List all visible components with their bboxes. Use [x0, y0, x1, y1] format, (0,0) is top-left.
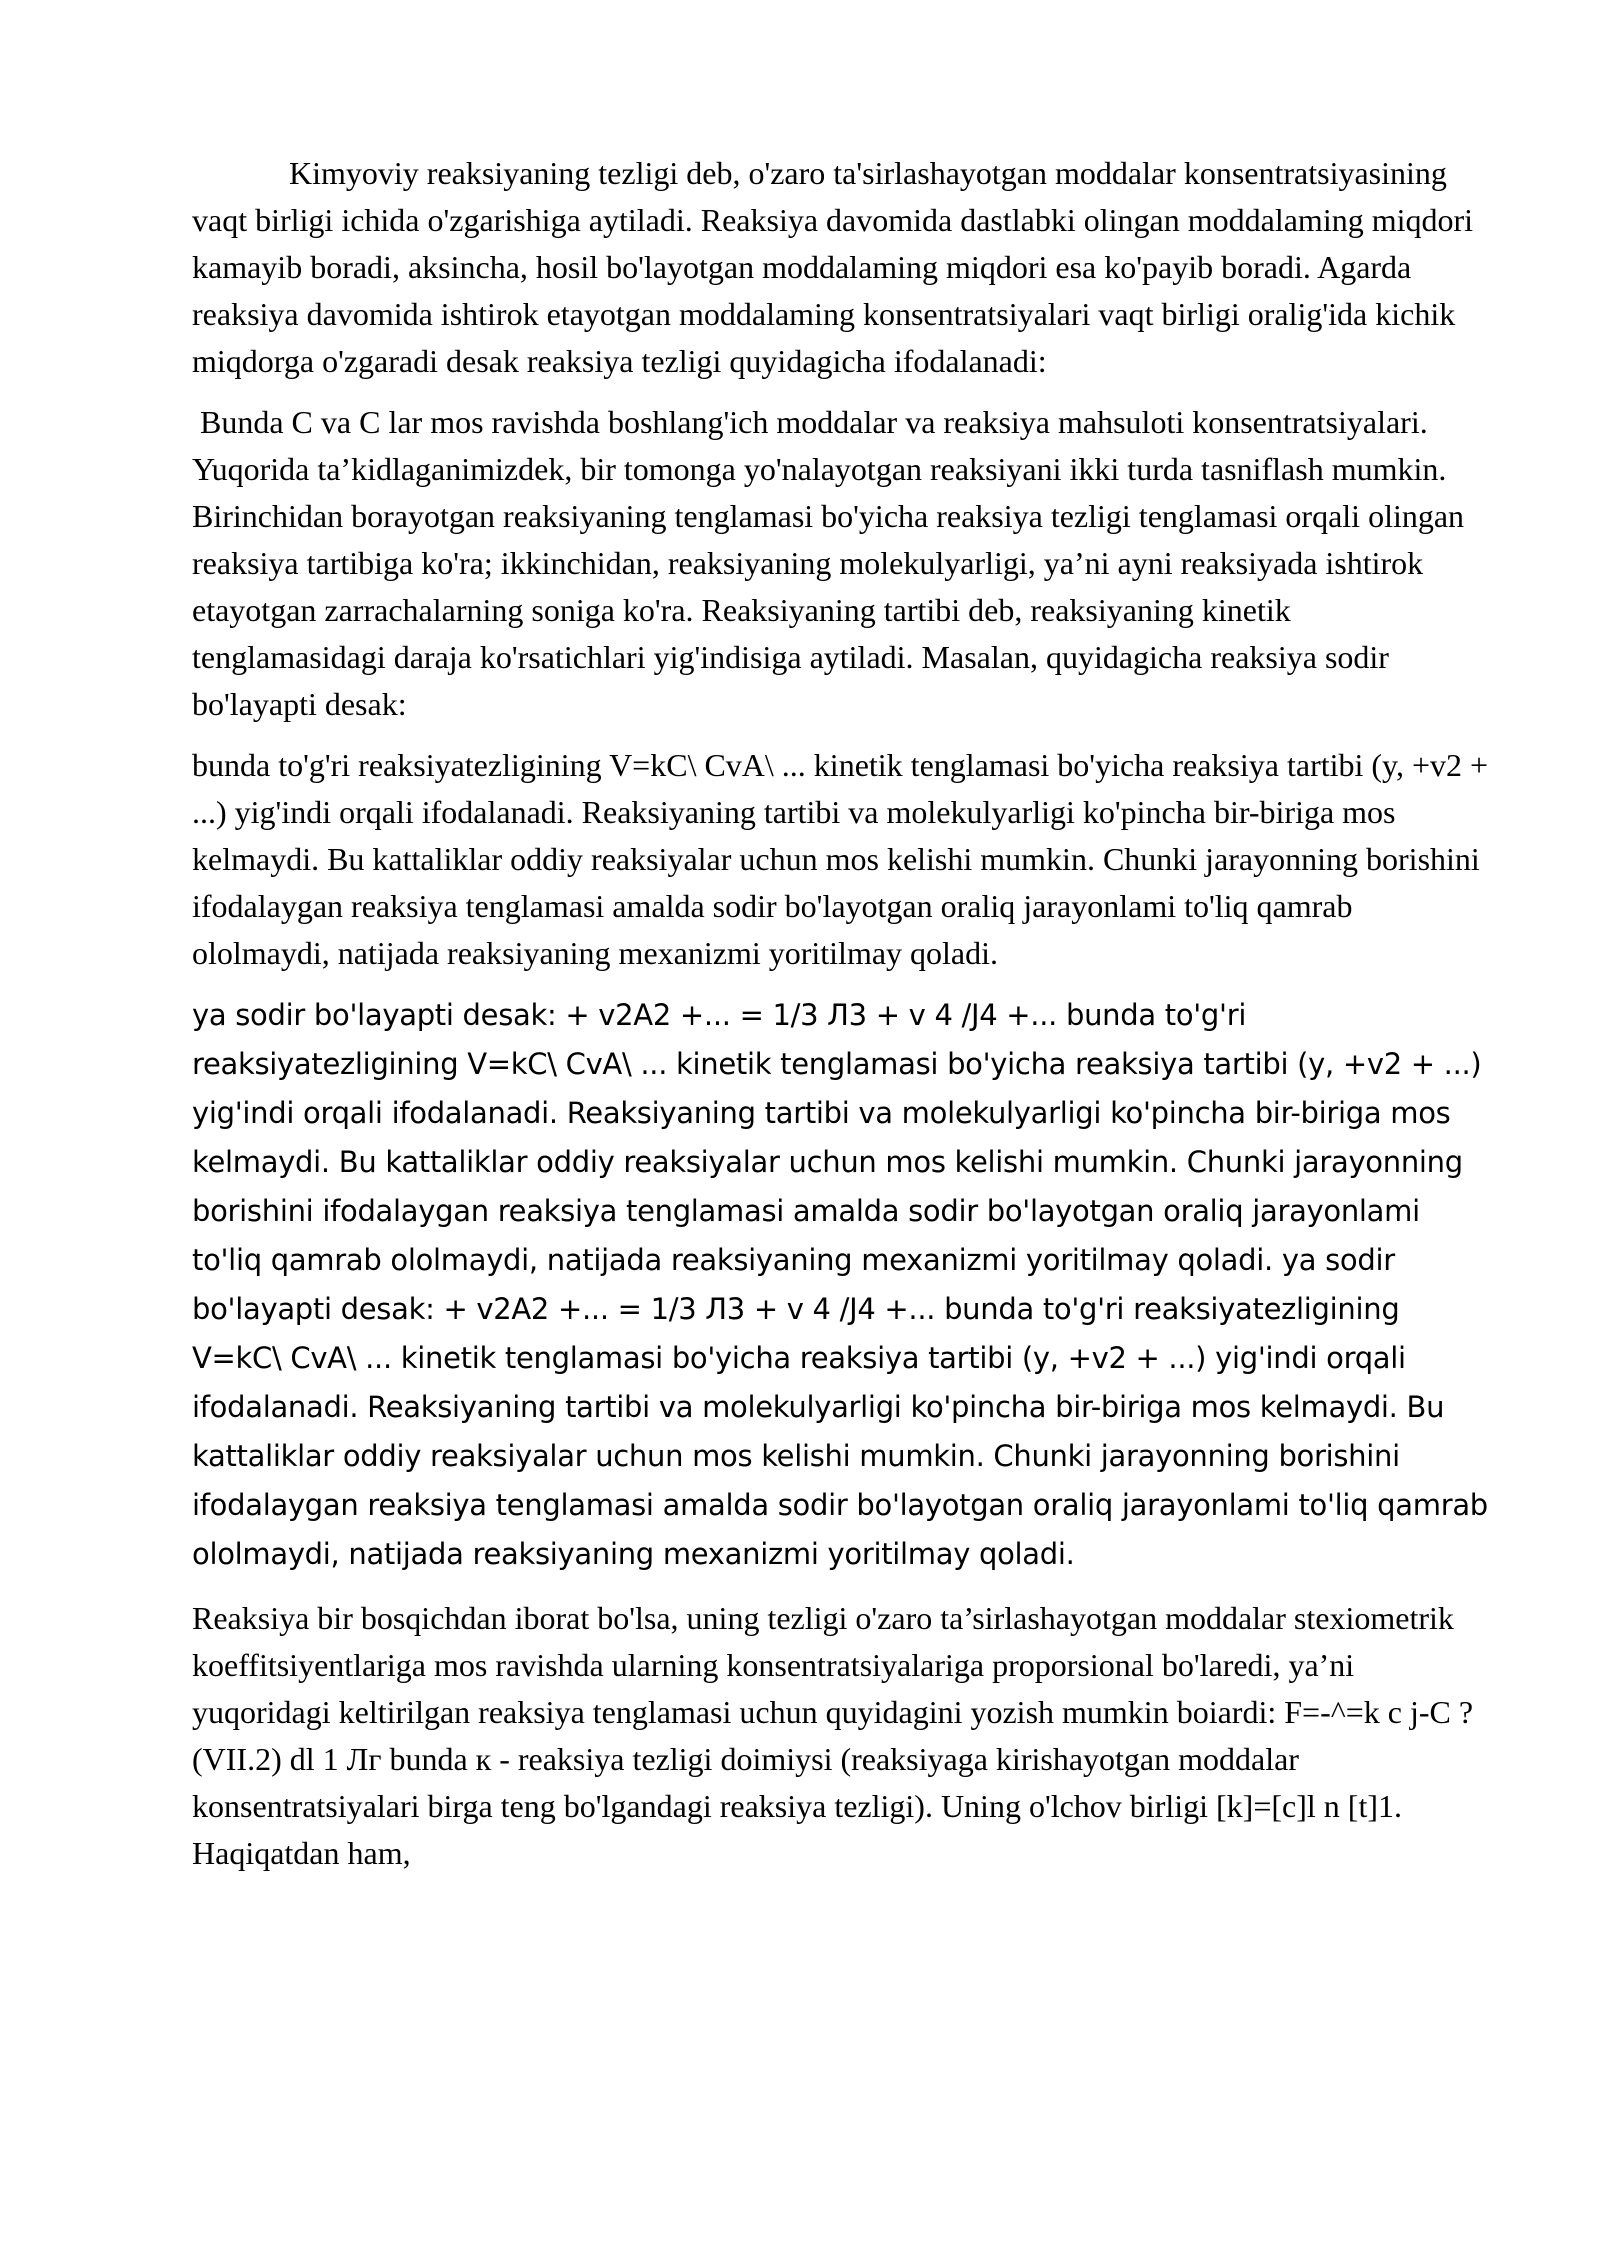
- paragraph-reaction-order-intro: Bunda C va C lar mos ravishda boshlang'ich moddalar va reaksiya mahsuloti konsentratsiyalari. Yuqorida ta’kidlaganimizdek, bir tomonga yo'nalayotgan reaksiyani ikki turda tasniflash mumkin. Birinchidan borayotgan reaksiyaning tenglamasi bo'yicha reaksiya tezligi tenglamasi orqali olingan reaksiya tartibiga ko'ra; ikkinchidan, reaksiyaning molekulyarligi, ya’ni ayni reaksiyada ishtirok etayotgan zarrachalarning soniga ko'ra. Reaksiyaning tartibi deb, reaksiyaning kinetik tenglamasidagi daraja ko'rsatichlari yig'indisiga aytiladi. Masalan, quyidagicha reaksiya sodir bo'layapti desak:: [192, 404, 1465, 722]
- document-page: [192, 150, 1492, 1891]
- paragraph-reaction-rate-definition: Kimyoviy reaksiyaning tezligi deb, o'zaro ta'sirlashayotgan moddalar konsentratsiyasining vaqt birligi ichida o'zgarishiga aytiladi. Reaksiya davomida dastlabki olingan moddalaming miqdori kamayib boradi, aksincha, hosil bo'layotgan moddalaming miqdori esa ko'payib boradi. Agarda reaksiya davomida ishtirok etayotgan moddalaming konsentratsiyalari vaqt birligi oralig'ida kichik miqdorga o'zgaradi desak reaksiya tezligi quyidagicha ifodalanadi:: [192, 155, 1474, 379]
- paragraph-kinetic-equation: bunda to'g'ri reaksiyatezligining V=kC\ CvA\ ... kinetik tenglamasi bo'yicha reaksiya tartibi (y, +v2 + ...) yig'indi orqali ifodalanadi. Reaksiyaning tartibi va molekulyarligi ko'pincha bir-biriga mos kelmaydi. Bu kattaliklar oddiy reaksiyalar uchun mos kelishi mumkin. Chunki jarayonning borishini ifodalaygan reaksiya tenglamasi amalda sodir bo'layotgan oraliq jarayonlami to'liq qamrab ololmaydi, natijada reaksiyaning mexanizmi yoritilmay qoladi.: [192, 747, 1489, 971]
- paragraph-rate-constant: Reaksiya bir bosqichdan iborat bo'lsa, uning tezligi o'zaro ta’sirlashayotgan moddalar stexiometrik koeffitsiyentlariga mos ravishda ularning konsentratsiyalariga proporsional bo'laredi, ya’ni yuqoridagi keltirilgan reaksiya tenglamasi uchun quyidagini yozish mumkin boiardi: F=-^=k c j-C ? (VII.2) dl 1 Лг bunda к - reaksiya tezligi doimiysi (reaksiyaga kirishayotgan moddalar konsentratsiyalari birga teng bo'lgandagi reaksiya tezligi). Uning o'lchov birligi [k]=[c]l n [t]1. Haqiqatdan ham,: [192, 1600, 1474, 1871]
- paragraph-repeated-kinetic-text: ya sodir bo'layapti desak: + v2A2 +... = 1/3 Л3 + v 4 /J4 +... bunda to'g'ri reaksiyatezligining V=kC\ CvA\ ... kinetik tenglamasi bo'yicha reaksiya tartibi (y, +v2 + ...) yig'indi orqali ifodalanadi. Reaksiyaning tartibi va molekulyarligi ko'pincha bir-biriga mos kelmaydi. Bu kattaliklar oddiy reaksiyalar uchun mos kelishi mumkin. Chunki jarayonning borishini ifodalaygan reaksiya tenglamasi amalda sodir bo'layotgan oraliq jarayonlami to'liq qamrab ololmaydi, natijada reaksiyaning mexanizmi yoritilmay qoladi. ya sodir bo'layapti desak: + v2A2 +... = 1/3 Л3 + v 4 /J4 +... bunda to'g'ri reaksiyatezligining V=kC\ CvA\ ... kinetik tenglamasi bo'yicha reaksiya tartibi (y, +v2 + ...) yig'indi orqali ifodalanadi. Reaksiyaning tartibi va molekulyarligi ko'pincha bir-biriga mos kelmaydi. Bu kattaliklar oddiy reaksiyalar uchun mos kelishi mumkin. Chunki jarayonning borishini ifodalaygan reaksiya tenglamasi amalda sodir bo'layotgan oraliq jarayonlami to'liq qamrab ololmaydi, natijada reaksiyaning mexanizmi yoritilmay qoladi.: [192, 998, 1488, 1571]
